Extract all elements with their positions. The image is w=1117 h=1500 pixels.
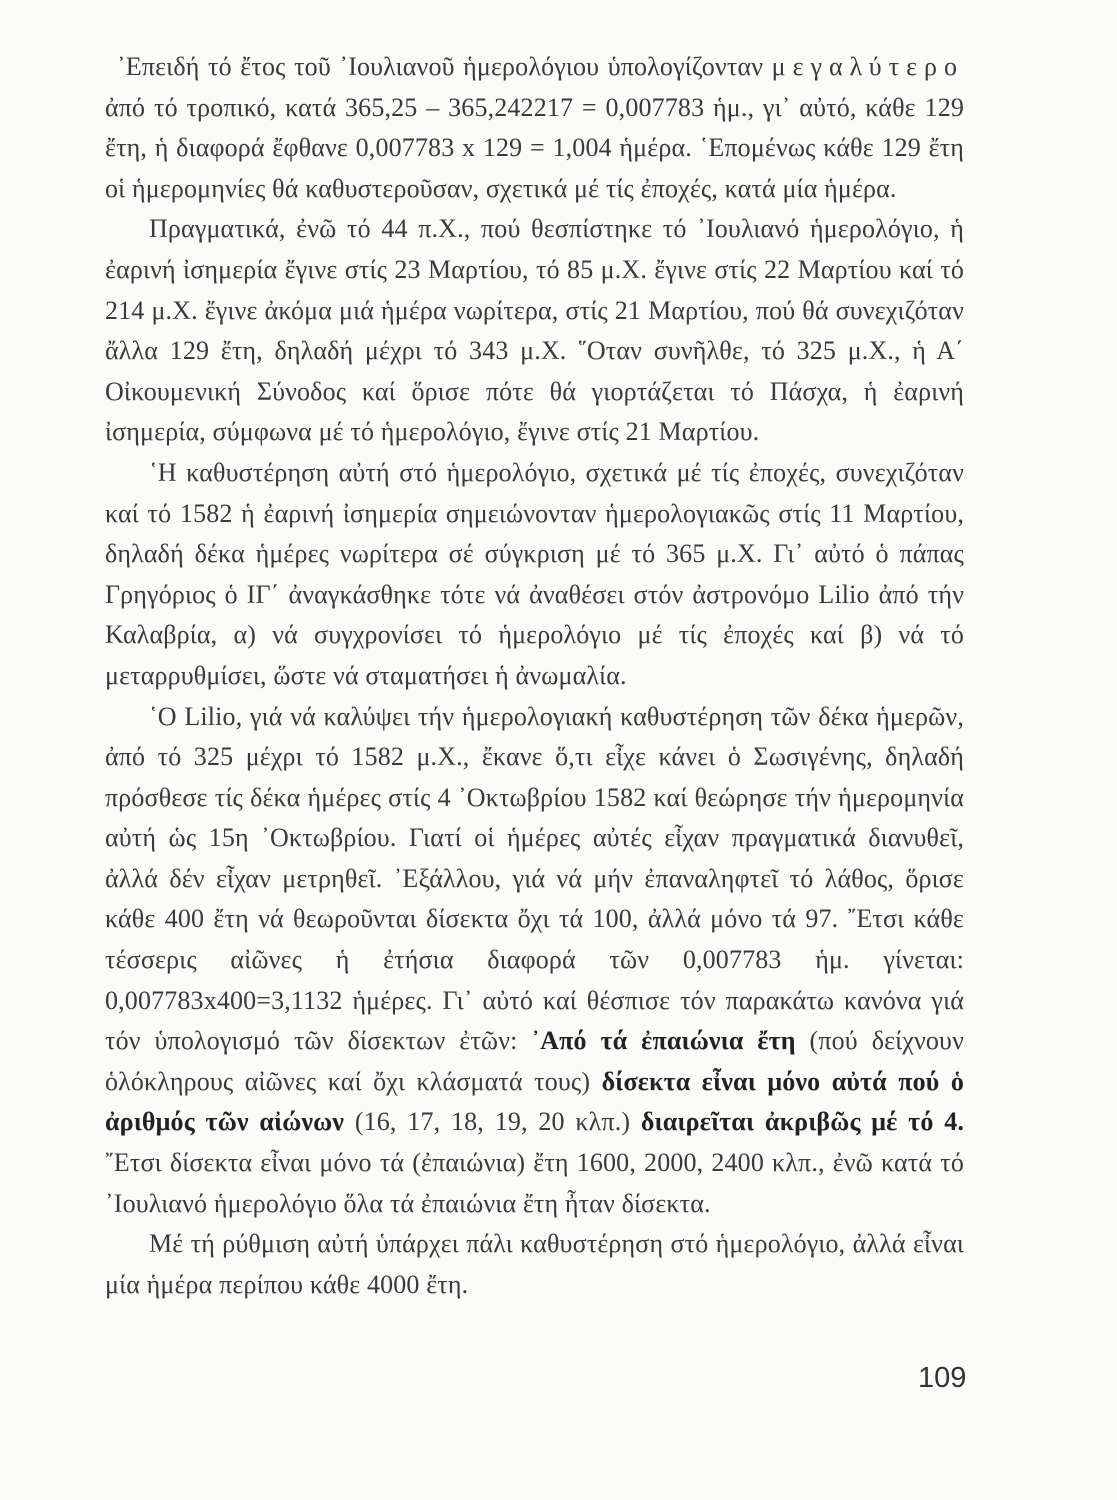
text-segment: Πραγματικά, ἐνῶ τό 44 π.Χ., πού θεσπίστηκε τό ᾿Ιουλιανό ἡμερολόγιο, ἡ ἐαρινή ἰσημερία ἔγινε στίς 23 Μαρτίου, τό 85 μ.Χ. ἔγινε στίς 22 Μαρτίου καί τό 214 μ.Χ. ἔγινε ἀκόμα μιά ἡμέρα νωρίτερα, στίς 21 Μαρτίου, πού θά συνεχιζόταν ἄλλα 129 ἔτη, δηλαδή μέχρι τό 343 μ.Χ. ῞Οταν συνῆλθε, τό 325 μ.Χ., ἡ Α΄ Οἰκουμενική Σύνοδος καί ὅρισε πότε θά γιορτάζεται τό Πάσχα, ἡ ἐαρινή ἰσημερία, σύμφωνα μέ τό ἡμερολόγιο, ἔγινε στίς 21 Μαρτίου. xyxy=(105,214,964,447)
spaced-word: μεγαλύτερο xyxy=(771,52,964,81)
paragraph-5 xyxy=(105,1224,964,1305)
page-number: 109 xyxy=(918,1362,967,1394)
paragraph-4 xyxy=(105,697,964,1225)
paragraph-2 xyxy=(105,209,964,453)
text-segment: ἀπό τό τροπικό, κατά 365,25 – 365,242217 = 0,007783 ἡμ., γι᾿ αὐτό, κάθε 129 ἔτη, ἡ διαφορά ἔφθανε 0,007783 x 129 = 1,004 ἡμέρα. ῾Επομένως κάθε 129 ἔτη οἱ ἡμερομηνίες θά καθυστεροῦσαν, σχετικά μέ τίς ἐποχές, κατά μία ἡμέρα. xyxy=(105,92,964,203)
text-segment: (πού δείχνουν ὁλόκληρους αἰῶνες καί ὄχι κλάσματά τους) xyxy=(105,1026,964,1096)
text-segment: ῾Ο Lilio, γιά νά καλύψει τήν ἡμερολογιακή καθυστέρηση τῶν δέκα ἡμερῶν, ἀπό τό 325 μέχρι τό 1582 μ.Χ., ἔκανε ὅ,τι εἶχε κάνει ὁ Σωσιγένης, δηλαδή πρόσθεσε τίς δέκα ἡμέρες στίς 4 ᾿Οκτωβρίου 1582 καί θεώρησε τήν ἡμερομηνία αὐτή ὡς 15η ᾿Οκτωβρίου. Γιατί οἱ ἡμέρες αὐτές εἶχαν πραγματικά διανυθεῖ, ἀλλά δέν εἶχαν μετρηθεῖ. ᾿Εξάλλου, γιά νά μήν ἐπαναληφτεῖ τό λάθος, ὅρισε κάθε 400 ἔτη νά θεωροῦνται δίσεκτα ὄχι τά 100, ἀλλά μόνο τά 97. ῎Ετσι κάθε τέσσερις αἰῶνες ἡ ἐτήσια διαφορά τῶν 0,007783 ἡμ. γίνεται: 0,007783x400=3,1132 ἡμέρες. Γι᾿ αὐτό καί θέσπισε τόν παρακάτω κανόνα γιά τόν ὑπολογισμό τῶν δίσεκτων ἐτῶν: xyxy=(105,701,964,1056)
text-segment: ῎Ετσι δίσεκτα εἶναι μόνο τά (ἐπαιώνια) ἔτη 1600, 2000, 2400 κλπ., ἐνῶ κατά τό ᾿Ιουλιανό ἡμερολόγιο ὅλα τά ἐπαιώνια ἔτη ἦταν δίσεκτα. xyxy=(105,1148,964,1218)
bold-text: ᾿Από τά ἐπαιώνια ἔτη xyxy=(531,1026,796,1056)
paragraph-3 xyxy=(105,453,964,697)
text-segment: ᾿Επειδή τό ἔτος τοῦ ᾿Ιουλιανοῦ ἡμερολόγιου ὑπολογίζονταν xyxy=(117,52,772,81)
text-segment: ῾Η καθυστέρηση αὐτή στό ἡμερολόγιο, σχετικά μέ τίς ἐποχές, συνεχιζόταν καί τό 1582 ἡ ἐαρινή ἰσημερία σημειώνονταν ἡμερολογιακῶς στίς 11 Μαρτίου, δηλαδή δέκα ἡμέρες νωρίτερα σέ σύγκριση μέ τό 365 μ.Χ. Γι᾿ αὐτό ὁ πάπας Γρηγόριος ὁ ΙΓ΄ ἀναγκάσθηκε τότε νά ἀναθέσει στόν ἀστρονόμο Lilio ἀπό τήν Καλαβρία, α) νά συγχρονίσει τό ἡμερολόγιο μέ τίς ἐποχές καί β) νά τό μεταρρυθμίσει, ὥστε νά σταματήσει ἡ ἀνωμαλία. xyxy=(105,457,964,690)
bold-text: δίσεκτα εἶναι μόνο αὐτά πού ὁ ἀριθμός τῶν αἰώνων xyxy=(105,1066,964,1137)
bold-text: διαιρεῖται ἀκριβῶς μέ τό 4. xyxy=(640,1107,965,1137)
paragraph-1 xyxy=(105,47,964,209)
text-segment: Μέ τή ρύθμιση αὐτή ὑπάρχει πάλι καθυστέρηση στό ἡμερολόγιο, ἀλλά εἶναι μία ἡμέρα περίπου κάθε 4000 ἔτη. xyxy=(105,1229,964,1299)
body-text xyxy=(105,47,964,1305)
text-segment: (16, 17, 18, 19, 20 κλπ.) xyxy=(344,1107,641,1137)
